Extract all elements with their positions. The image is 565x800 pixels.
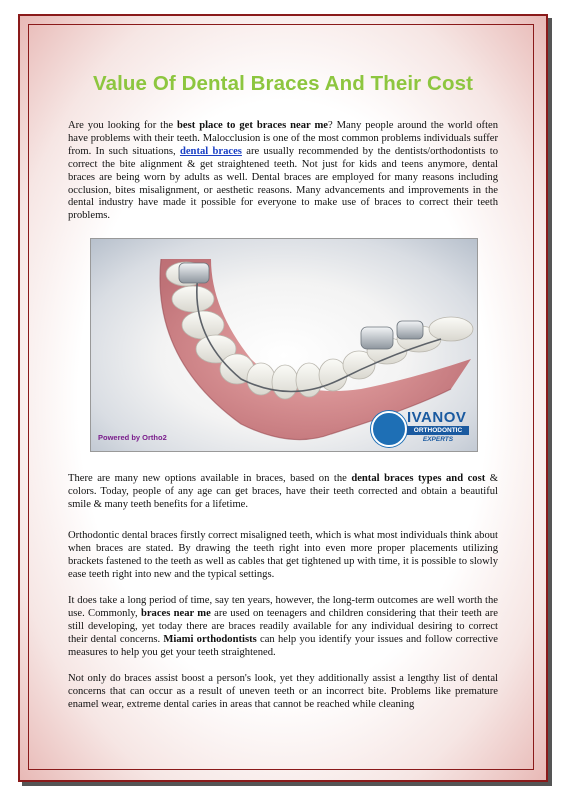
bold-phrase: braces near me bbox=[140, 607, 211, 619]
bold-phrase: Miami orthodontists bbox=[163, 633, 257, 645]
intro-paragraph: Are you looking for the best place to get braces near me? Many people around the world often have problems with their teeth. Malocclusion is one of the most common problems individuals suffer from. In such situations, dental braces are usually recommended by the dentists/orthodontists to correct the bite alignment & get straightened teeth. Not just for kids and teens anymore, dental braces are being worn by adults as well. Dental braces are employed for many reasons including occlusion, bites misalignment, or aesthetic reasons. Many advancements and improvements in the dental industry have made it possible for everyone to make use of braces to correct their teeth problems. bbox=[68, 120, 499, 222]
bold-phrase: best place to get braces near me bbox=[177, 120, 329, 131]
logo-text-orthodontic: ORTHODONTIC bbox=[407, 426, 469, 435]
dental-braces-link[interactable]: dental braces bbox=[179, 145, 242, 157]
bold-phrase: dental braces types and cost bbox=[351, 473, 486, 484]
dental-braces-image bbox=[90, 238, 478, 452]
logo-text-experts: EXPERTS bbox=[422, 436, 454, 443]
smile-logo-icon bbox=[371, 411, 407, 447]
ivanov-orthodontic-logo bbox=[371, 409, 471, 447]
page-title: Value Of Dental Braces And Their Cost bbox=[92, 72, 473, 95]
logo-text-ivanov: IVANOV bbox=[407, 409, 467, 426]
duration-paragraph: It does take a long period of time, say ten years, however, the long-term outcomes are well worth the use. Commonly, braces near me are used on teenagers and children considering that their teeth are still developing, yet today there are braces readily available for any individual desiring to correct their dental concerns. Miami orthodontists can help you identify your issues and follow corrective measures to help you get your teeth straightened. bbox=[68, 595, 498, 658]
powered-by-caption: Powered by Ortho2 bbox=[98, 433, 167, 442]
benefits-paragraph: Not only do braces assist boost a person's look, yet they additionally assist a lengthy list of dental concerns that can occur as a result of uneven teeth or an incorrect bite. Problems like premature enamel wear, extreme dental caries in areas that cannot be reached while cleaning bbox=[68, 673, 498, 710]
orthodontic-paragraph: Orthodontic dental braces firstly correct misaligned teeth, which is what most individuals think about when braces are stated. By drawing the teeth right into even more proper placements utilizing brackets fastened to the teeth as well as cables that get tightened up with time, it is possible to slowly ease teeth right into new and the typical settings. bbox=[68, 530, 498, 580]
options-paragraph: There are many new options available in braces, based on the dental braces types and cost & colors. Today, people of any age can get braces, have their teeth corrected and obtain a beautiful smile & many teeth benefits for a lifetime. bbox=[68, 473, 498, 510]
